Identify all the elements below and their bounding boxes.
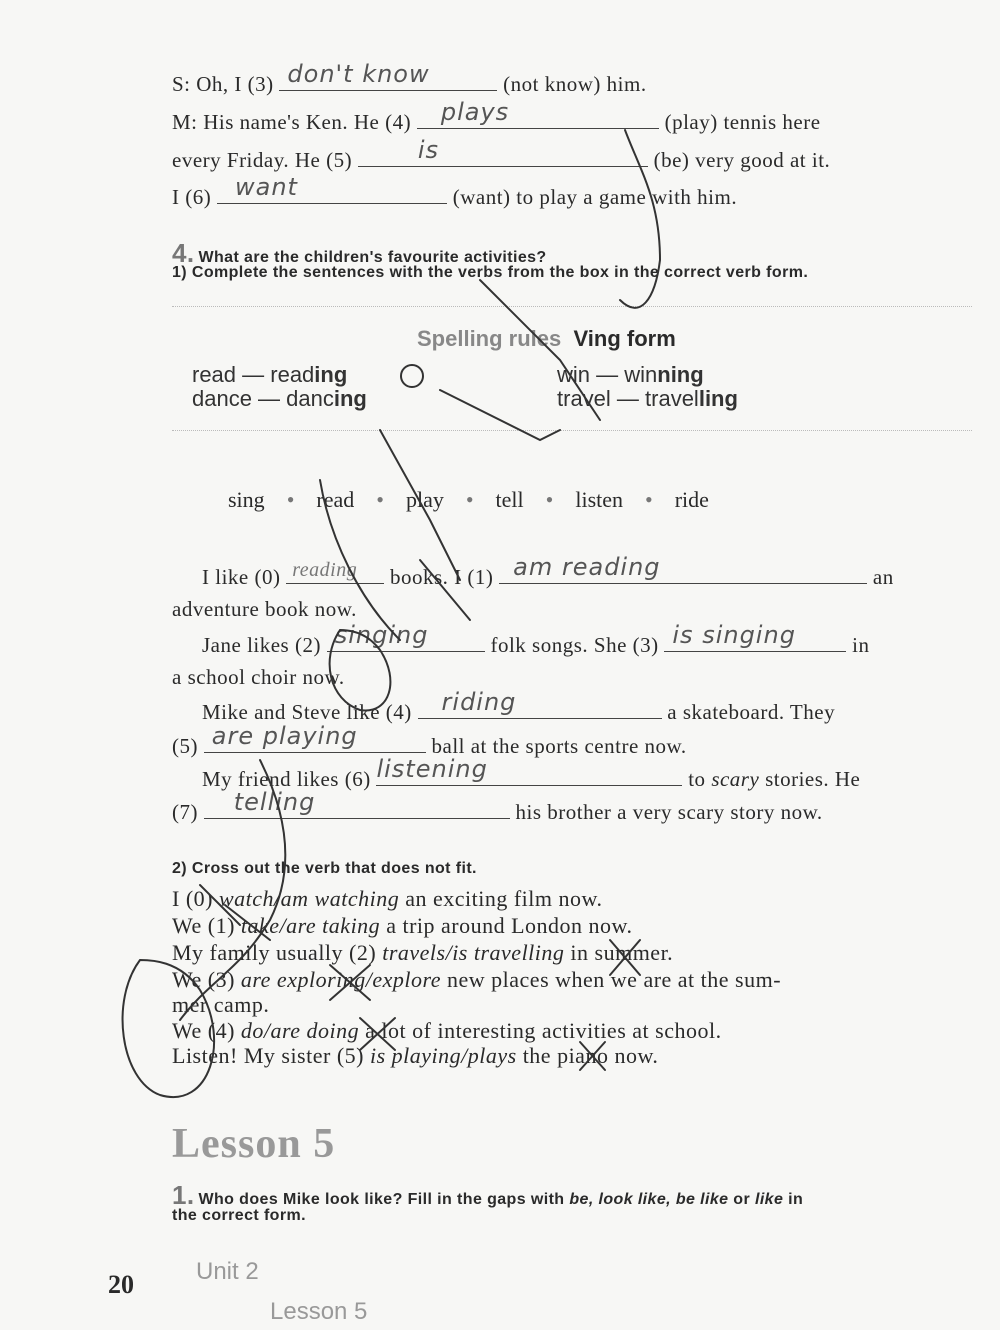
word-play: play [405, 487, 444, 512]
cross-line-1: We (1) take/are taking a trip around London now. [172, 913, 633, 938]
ex3-line-4: I (6) want (want) to play a game with him. [172, 173, 738, 209]
answer-blank-3[interactable] [279, 60, 497, 91]
sentence-2: Jane likes (2) singing folk songs. She (3) is singing in [202, 621, 870, 657]
cross-line-0: I (0) watch/am watching an exciting film now. [172, 886, 603, 911]
ex4-subtask-2: 2) Cross out the verb that does not fit. [172, 860, 477, 877]
answer-blank-4b[interactable] [418, 688, 662, 719]
rule-win: win — winning [557, 362, 704, 387]
rule-dance: dance — dancing [192, 386, 367, 411]
answer-blank-7[interactable] [204, 788, 510, 819]
scribble-stroke [440, 390, 560, 440]
box-bottom-border [172, 430, 972, 431]
ex3-line-3: every Friday. He (5) is (be) very good at it. [172, 136, 831, 172]
verb-choice[interactable]: are exploring/explore [240, 967, 442, 992]
verb-choice[interactable]: watch/am watching [218, 886, 400, 911]
ex4-title: 4. What are the children's favourite activities? [172, 238, 547, 268]
word-tell: tell [495, 487, 524, 512]
lesson-heading: Lesson 5 [172, 1121, 336, 1167]
handwritten-answer: singing [334, 621, 429, 649]
handwritten-answer: is [417, 136, 439, 164]
answer-blank-2[interactable] [327, 621, 485, 652]
sentence-1b: adventure book now. [172, 597, 357, 621]
sentence-2b: a school choir now. [172, 665, 345, 689]
answer-blank-3b[interactable] [664, 621, 846, 652]
handwritten-answer: plays [440, 98, 510, 126]
page-number: 20 [108, 1270, 134, 1299]
word-ride: ride [674, 487, 709, 512]
answer-blank-5[interactable] [358, 136, 648, 167]
ex3-line-2: M: His name's Ken. He (4) plays (play) tennis here [172, 98, 821, 134]
cross-line-2: My family usually (2) travels/is travelling in summer. [172, 940, 674, 965]
handwritten-answer: want [234, 173, 298, 201]
footer-lesson: Lesson 5 [270, 1298, 368, 1325]
verb-choice[interactable]: is playing/plays [369, 1043, 517, 1068]
cross-line-5: Listen! My sister (5) is playing/plays the piano now. [172, 1043, 659, 1068]
sentence-4b: (7) telling his brother a very scary story now. [172, 788, 823, 824]
example-blank-0: reading [286, 563, 384, 584]
handwritten-answer: is singing [672, 621, 796, 649]
word-box: sing • read • play • tell • listen • ride [228, 487, 709, 512]
answer-blank-4[interactable] [417, 98, 659, 129]
footer-unit: Unit 2 [196, 1258, 259, 1285]
rule-travel: travel — travelling [557, 386, 738, 411]
sentence-1: I like (0) reading books. I (1) am reading an [202, 553, 894, 589]
box-top-border [172, 306, 972, 307]
spelling-rules-title: Spelling rules Ving form [417, 326, 676, 351]
sentence-3b: (5) are playing ball at the sports centre now. [172, 722, 687, 758]
handwritten-circle [401, 365, 423, 387]
cross-line-4: We (4) do/are doing a lot of interesting activities at school. [172, 1018, 722, 1043]
handwritten-answer: am reading [513, 553, 661, 581]
word-read: read [316, 487, 355, 512]
lesson-task-1b: the correct form. [172, 1207, 306, 1224]
lesson-task-1: 1. Who does Mike look like? Fill in the gaps with be, look like, be like or like in [172, 1180, 804, 1210]
verb-choice[interactable]: travels/is travelling [382, 940, 565, 965]
sentence-4: My friend likes (6) listening to scary stories. He [202, 755, 861, 791]
answer-blank-6[interactable] [217, 173, 447, 204]
cross-line-3b: mer camp. [172, 992, 270, 1017]
handwritten-answer: telling [233, 788, 316, 816]
handwritten-answer: riding [441, 688, 517, 716]
rule-read: read — reading [192, 362, 348, 387]
handwritten-answer: listening [376, 755, 488, 783]
ex4-subtask-1: 1) Complete the sentences with the verbs from the box in the correct verb form. [172, 264, 809, 281]
cross-line-3: We (3) are exploring/explore new places when we are at the sum- [172, 967, 782, 992]
handwritten-answer: don't know [287, 60, 430, 88]
answer-blank-5b[interactable] [204, 722, 426, 753]
answer-blank-6b[interactable] [376, 755, 682, 786]
verb-choice[interactable]: do/are doing [240, 1018, 360, 1043]
word-listen: listen [575, 487, 624, 512]
word-sing: sing [228, 487, 265, 512]
sentence-3: Mike and Steve like (4) riding a skateboard. They [202, 688, 836, 724]
ex3-line-1: S: Oh, I (3) don't know (not know) him. [172, 60, 647, 96]
handwritten-answer: are playing [211, 722, 358, 750]
verb-choice[interactable]: take/are taking [240, 913, 381, 938]
answer-blank-1[interactable] [499, 553, 867, 584]
